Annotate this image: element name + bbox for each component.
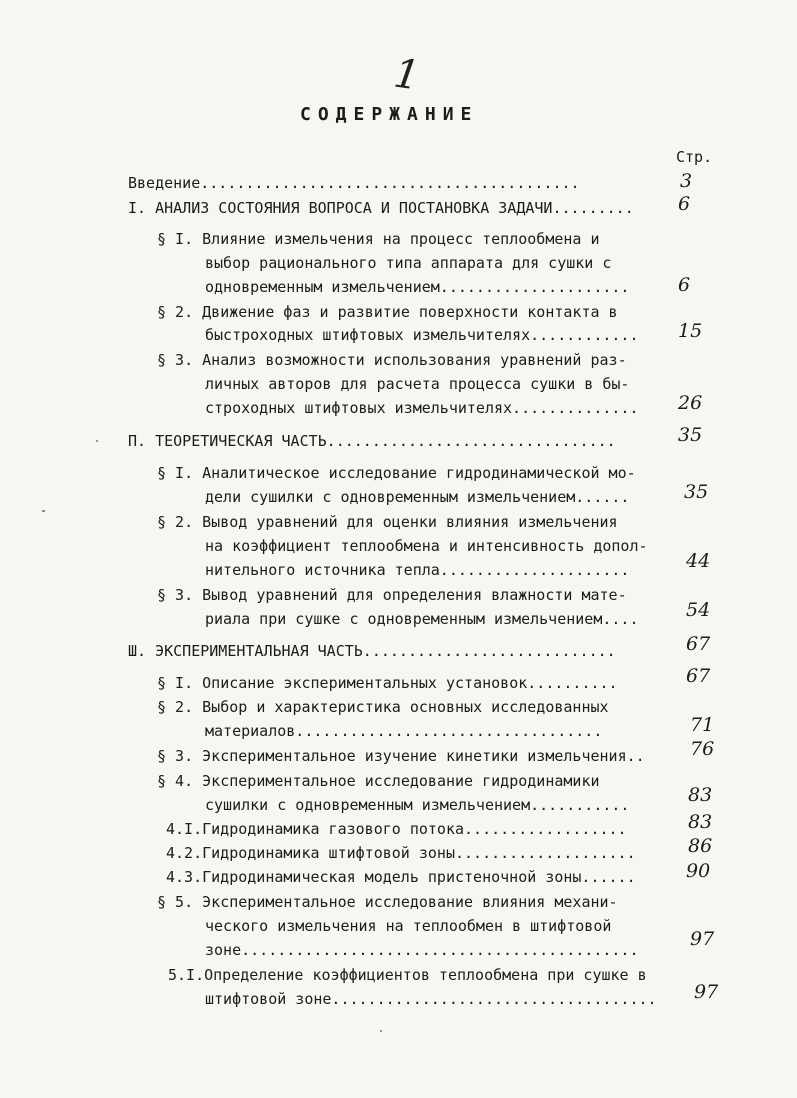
toc-page: 86 — [688, 835, 713, 857]
toc-page-part1: 6 — [678, 193, 691, 215]
toc-entry: § I. Влияние измельчения на процесс теплообмена и — [157, 230, 600, 248]
toc-entry-intro: Введение.......................................... — [128, 174, 580, 192]
toc-entry: штифтовой зоне.................................... — [205, 990, 657, 1008]
page-title: СОДЕРЖАНИЕ — [300, 104, 479, 125]
toc-entry: § 3. Экспериментальное изучение кинетики измельчения.. — [157, 747, 645, 765]
toc-entry: § 2. Вывод уравнений для оценки влияния измельчения — [157, 513, 618, 531]
toc-entry: § 5. Экспериментальное исследование влияния механи- — [157, 893, 618, 911]
toc-page: 54 — [686, 599, 711, 621]
toc-page: 83 — [688, 784, 713, 806]
toc-entry: 5.I.Определение коэффициентов теплообмена при сушке в — [168, 966, 647, 984]
toc-entry: выбор рационального типа аппарата для сушки с — [205, 254, 612, 272]
toc-entry: § I. Аналитическое исследование гидродинамической мо- — [157, 464, 636, 482]
toc-entry: зоне............................................ — [205, 941, 639, 959]
toc-entry: на коэффициент теплообмена и интенсивность допол- — [205, 537, 648, 555]
page-column-header: Стр. — [676, 148, 713, 166]
toc-entry: материалов.................................. — [205, 722, 603, 740]
toc-page: 35 — [684, 481, 709, 503]
toc-entry: одновременным измельчением..................... — [205, 278, 630, 296]
toc-page: 71 — [690, 714, 715, 736]
toc-entry: § 2. Движение фаз и развитие поверхности контакта в — [157, 303, 618, 321]
toc-entry: строходных штифтовых измельчителях.............. — [205, 399, 639, 417]
toc-entry-part3: Ш. ЭКСПЕРИМЕНТАЛЬНАЯ ЧАСТЬ............................ — [128, 642, 616, 660]
toc-page-part2: 35 — [678, 424, 703, 446]
toc-entry: § 2. Выбор и характеристика основных исследованных — [157, 698, 609, 716]
toc-entry: § 3. Вывод уравнений для определения влажности мате- — [157, 586, 627, 604]
toc-entry-part1: I. АНАЛИЗ СОСТОЯНИЯ ВОПРОСА И ПОСТАНОВКА ЗАДАЧИ......... — [128, 199, 634, 217]
toc-entry: 4.2.Гидродинамика штифтовой зоны.................... — [166, 844, 636, 862]
toc-entry: риала при сушке с одновременным измельчением.... — [205, 610, 639, 628]
toc-page: 83 — [688, 811, 713, 833]
page-number: 1 — [390, 50, 423, 100]
toc-entry: личных авторов для расчета процесса сушки в бы- — [205, 375, 630, 393]
toc-page: 44 — [686, 550, 711, 572]
scan-speck — [96, 440, 98, 442]
toc-page-intro: 3 — [680, 170, 693, 192]
toc-entry: § I. Описание экспериментальных установок.......... — [157, 674, 618, 692]
scan-speck — [380, 1030, 382, 1032]
toc-page: 90 — [686, 860, 711, 882]
toc-page-part3: 67 — [686, 633, 711, 655]
toc-entry: быстроходных штифтовых измельчителях............ — [205, 326, 639, 344]
toc-entry: § 3. Анализ возможности использования уравнений раз- — [157, 351, 627, 369]
toc-entry: 4.3.Гидродинамическая модель пристеночной зоны...... — [166, 868, 636, 886]
toc-entry: ческого измельчения на теплообмен в штифтовой — [205, 917, 612, 935]
toc-page: 67 — [686, 665, 711, 687]
scan-speck — [42, 510, 45, 512]
toc-page: 76 — [690, 738, 715, 760]
toc-entry: нительного источника тепла..................... — [205, 561, 630, 579]
toc-page: 97 — [694, 981, 719, 1003]
toc-entry: § 4. Экспериментальное исследование гидродинамики — [157, 772, 600, 790]
toc-entry: дели сушилки с одновременным измельчением...... — [205, 488, 630, 506]
toc-page: 15 — [678, 320, 703, 342]
toc-entry-part2: П. ТЕОРЕТИЧЕСКАЯ ЧАСТЬ................................ — [128, 432, 616, 450]
toc-page: 6 — [678, 274, 691, 296]
toc-entry: 4.I.Гидродинамика газового потока.................. — [166, 820, 627, 838]
toc-entry: сушилки с одновременным измельчением........... — [205, 796, 630, 814]
toc-page: 26 — [678, 392, 703, 414]
toc-page: 97 — [690, 928, 715, 950]
